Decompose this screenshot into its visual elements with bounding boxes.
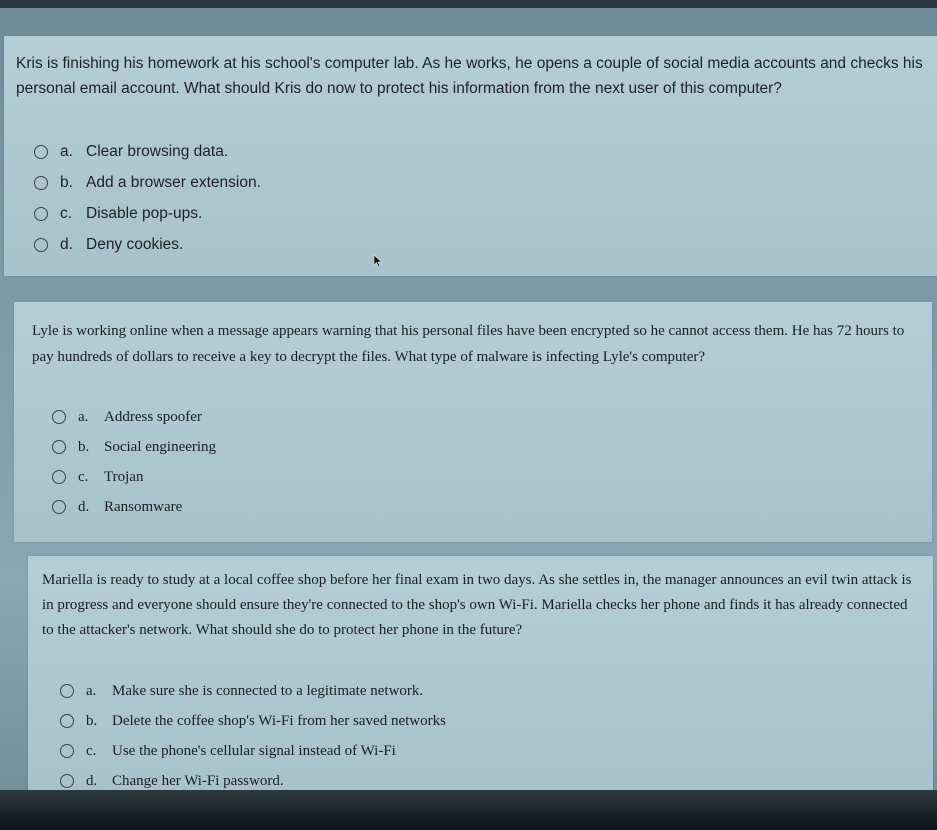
radio-button[interactable] [34,145,48,159]
radio-button[interactable] [60,714,74,728]
radio-button[interactable] [52,500,66,514]
answer-option-c[interactable] [34,198,261,229]
option-label: Add a browser extension. [86,174,261,191]
option-letter: a. [86,683,97,699]
option-letter: a. [78,409,89,425]
answer-option-d[interactable] [52,492,216,522]
mouse-pointer-icon [374,255,382,267]
question-text: Mariella is ready to study at a local coffee shop before her final exam in two days. As she settles in, the manager announces an evil twin attack is in progress and everyone should ensure they're connected to the shop's own Wi-Fi. Mariella checks her phone and finds it has already connected to the attacker's network. What should she do to protect her phone in the future? [42,572,912,638]
radio-button[interactable] [34,176,48,190]
option-label: Address spoofer [104,409,202,425]
screen-bottom-edge [0,790,937,830]
answer-option-b[interactable] [34,167,261,198]
answer-option-d[interactable] [34,229,261,260]
option-label: Disable pop-ups. [86,205,203,222]
answer-option-c[interactable] [52,462,216,492]
radio-button[interactable] [52,440,66,454]
option-letter: c. [60,205,73,222]
option-label: Deny cookies. [86,236,184,253]
question-card-2 [14,302,932,542]
screen-top-edge [0,0,937,8]
question-text: Kris is finishing his homework at his school's computer lab. As he works, he opens a couple of social media accounts and checks his personal email account. What should Kris do now to protect his information from the next user of this computer? [16,55,923,97]
answer-option-b[interactable] [60,706,446,736]
radio-button[interactable] [60,684,74,698]
option-label: Delete the coffee shop's Wi-Fi from her saved networks [112,713,446,729]
answer-option-a[interactable] [52,402,216,432]
option-label: Clear browsing data. [86,143,229,160]
answer-option-c[interactable] [60,736,446,766]
answer-options [60,676,446,796]
option-letter: b. [60,174,73,191]
option-label: Ransomware [104,499,183,515]
radio-button[interactable] [60,774,74,788]
radio-button[interactable] [34,238,48,252]
option-letter: d. [60,236,73,253]
answer-option-a[interactable] [60,676,446,706]
option-label: Use the phone's cellular signal instead of Wi-Fi [112,743,396,759]
answer-option-b[interactable] [52,432,216,462]
option-letter: b. [78,439,90,455]
option-letter: b. [86,713,98,729]
answer-options [52,402,216,522]
answer-option-a[interactable] [34,136,261,167]
question-card-3 [28,556,933,792]
question-text: Lyle is working online when a message appears warning that his personal files have been encrypted so he cannot access them. He has 72 hours to pay hundreds of dollars to receive a key to decrypt the files. What type of malware is infecting Lyle's computer? [32,323,905,365]
option-letter: c. [86,743,97,759]
radio-button[interactable] [52,410,66,424]
question-card-1 [4,36,937,276]
option-label: Make sure she is connected to a legitimate network. [112,683,424,699]
radio-button[interactable] [52,470,66,484]
option-label: Trojan [104,469,144,485]
option-label: Change her Wi-Fi password. [112,773,284,789]
option-label: Social engineering [104,439,217,455]
answer-options [34,136,261,260]
option-letter: c. [78,469,89,485]
option-letter: a. [60,143,73,160]
radio-button[interactable] [34,207,48,221]
option-letter: d. [78,499,90,515]
option-letter: d. [86,773,98,789]
radio-button[interactable] [60,744,74,758]
